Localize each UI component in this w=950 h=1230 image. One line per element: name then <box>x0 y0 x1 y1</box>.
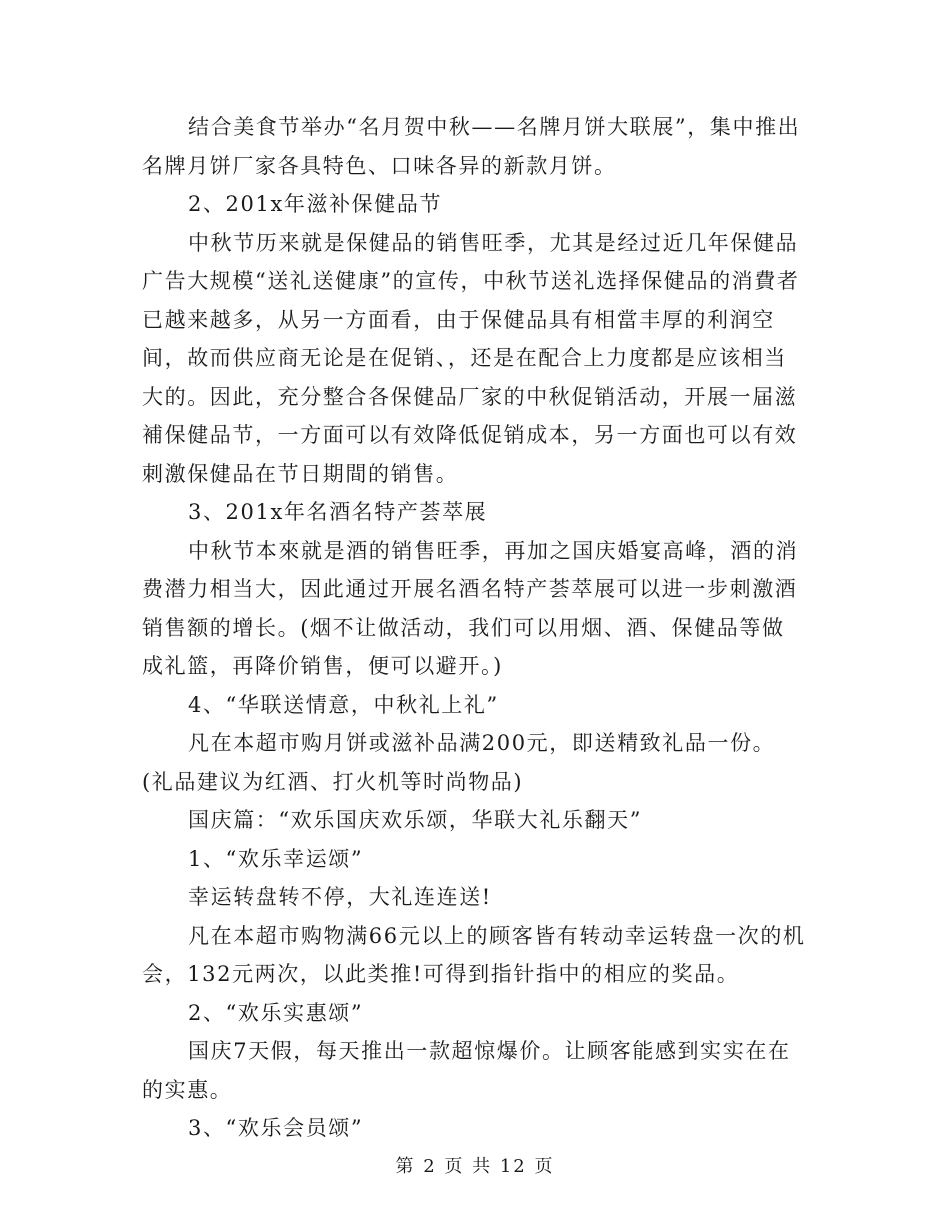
section-heading: 2、201x年滋补保健品节 <box>188 192 443 216</box>
document-body <box>142 108 806 1148</box>
paragraph: 幸运转盘转不停，大礼连连送! <box>188 885 492 909</box>
paragraph: 结合美食节举办“名月贺中秋——名牌月饼大联展”，集中推出名牌月饼厂家各具特色、口味各异的新款月饼。 <box>142 115 801 178</box>
section-heading: 2、“欢乐实惠颂” <box>188 1000 364 1025</box>
page-number-footer: 第 2 页 共 12 页 <box>395 1156 555 1177</box>
paragraph: 中秋节本來就是酒的销售旺季，再加之国庆婚宴高峰，酒的消费潜力相当大，因此通过开展名酒名特产荟萃展可以进一步刺激酒销售额的增长。(烟不让做活动，我们可以用烟、酒、保健品等做成礼篮，再降价销售，便可以避开。) <box>142 538 799 678</box>
paragraph: 中秋节历来就是保健品的销售旺季，尤其是经过近几年保健品广告大规模“送礼送健康”的宣传，中秋节送礼选择保健品的消費者已越来越多，从另一方面看，由于保健品具有相當丰厚的利润空间，故而供应商无论是在促销、，还是在配合上力度都是应该相当大的。因此，充分整合各保健品厂家的中秋促销活动，开展一届滋補保健品节，一方面可以有效降低促销成本，另一方面也可以有效刺激保健品在节日期間的销售。 <box>142 230 800 486</box>
section-heading: 3、201x年名酒名特产荟萃展 <box>188 500 488 524</box>
section-heading: 国庆篇：“欢乐国庆欢乐颂，华联大礼乐翻天” <box>188 808 643 832</box>
section-heading: 3、“欢乐会员颂” <box>188 1116 364 1140</box>
paragraph: 凡在本超市购月饼或滋补品满200元，即送精致礼品一份。(礼品建议为红酒、打火机等时尚物品) <box>142 731 776 794</box>
section-heading: 4、“华联送情意，中秋礼上礼” <box>188 692 499 717</box>
paragraph: 凡在本超市购物满66元以上的顾客皆有转动幸运转盘一次的机会，132元两次，以此类推!可得到指针指中的相应的奖品。 <box>142 923 806 986</box>
section-heading: 1、“欢乐幸运颂” <box>188 846 364 871</box>
paragraph: 国庆7天假，每天推出一款超惊爆价。让顾客能感到实实在在的实惠。 <box>142 1039 791 1102</box>
